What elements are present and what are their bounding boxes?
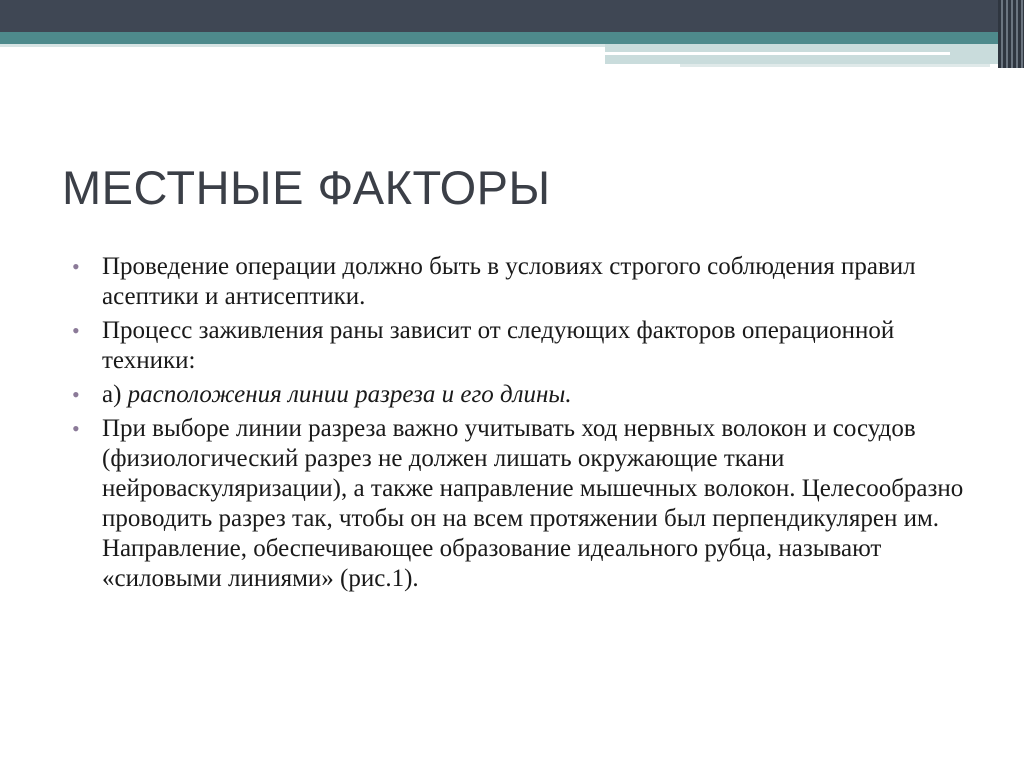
bullet-text: При выборе линии разреза важно учитывать ход нервных волокон и сосудов (физиологический разрез не должен лишать окружающие ткани нейроваскуляризации), а также направление мышечных волокон. Целесообразно проводить разрез так, чтобы он на всем протяжении был перпендикулярен им. Направление, обеспечивающее образование идеального рубца, называют «силовыми линиями» (рис.1). bbox=[102, 415, 964, 592]
slide-title: МЕСТНЫЕ ФАКТОРЫ bbox=[62, 161, 551, 214]
header-banner-white-line bbox=[605, 52, 950, 55]
bullet-item-incision-line bbox=[72, 414, 972, 594]
bullet-text: Проведение операции должно быть в условиях строгого соблюдения правил асептики и антисептики. bbox=[102, 253, 916, 310]
bullet-list bbox=[72, 252, 972, 598]
header-banner-thin-line bbox=[680, 64, 990, 67]
bullet-item-aseptic bbox=[72, 252, 972, 312]
bullet-marker-icon: • bbox=[72, 416, 80, 441]
header-banner-light-line bbox=[0, 44, 605, 47]
bullet-prefix: а) bbox=[102, 381, 128, 408]
bullet-marker-icon: • bbox=[72, 382, 80, 407]
bullet-item-healing bbox=[72, 316, 972, 376]
bullet-item-incision-location bbox=[72, 380, 972, 410]
bullet-marker-icon: • bbox=[72, 254, 80, 279]
header-banner-dark bbox=[0, 0, 1024, 32]
bullet-text: Процесс заживления раны зависит от следующих факторов операционной техники: bbox=[102, 317, 895, 374]
bullet-italic-text: расположения линии разреза и его длины. bbox=[127, 381, 572, 408]
header-banner-stripes bbox=[998, 0, 1024, 68]
header-banner-teal bbox=[0, 32, 1024, 44]
bullet-marker-icon: • bbox=[72, 318, 80, 343]
